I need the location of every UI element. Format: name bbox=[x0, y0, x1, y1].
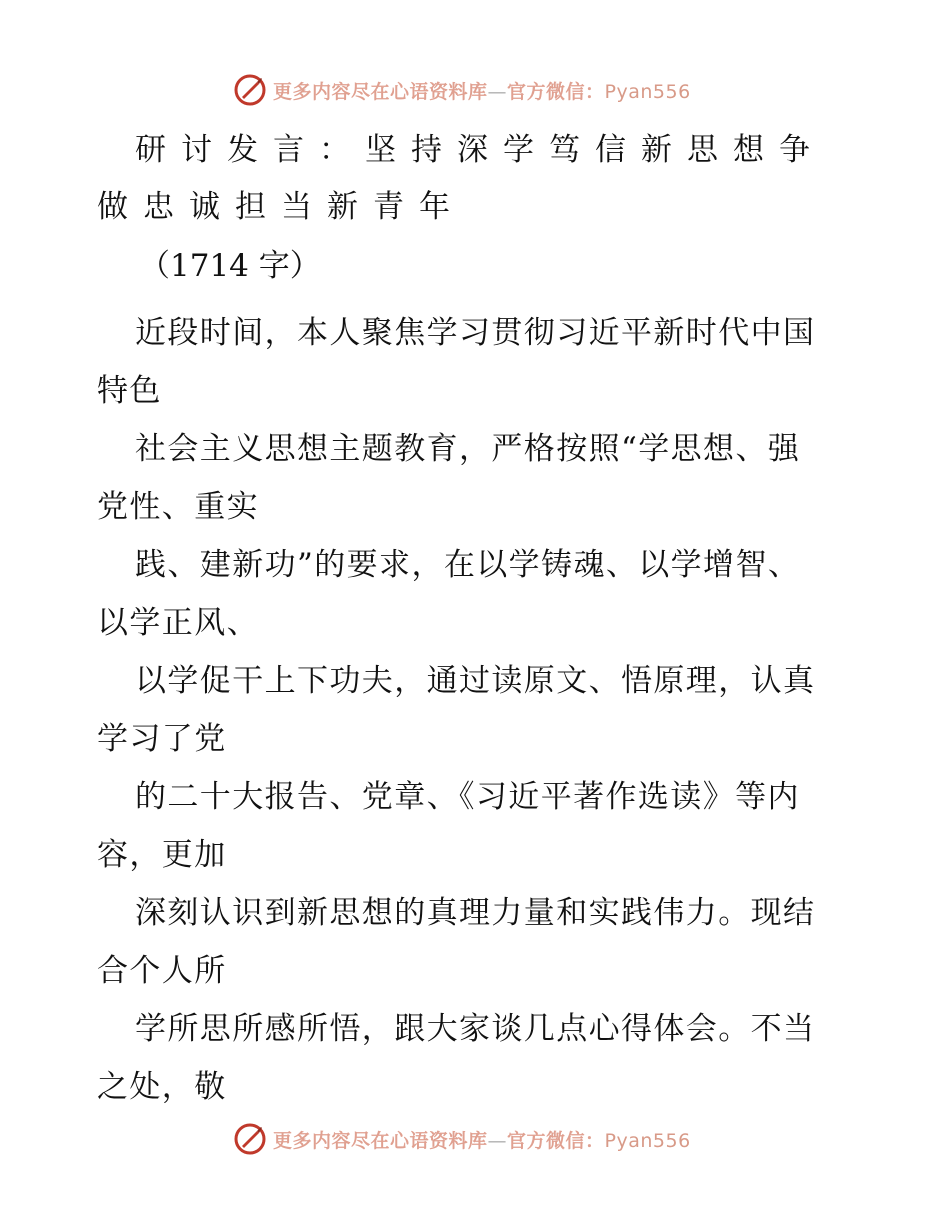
paragraph bbox=[97, 304, 857, 420]
watermark-label: 官方微信： bbox=[507, 1129, 605, 1152]
watermark-separator: — bbox=[487, 80, 508, 103]
watermark-handle: Pyan556 bbox=[604, 1129, 691, 1152]
paragraph-line: 特色 bbox=[97, 373, 162, 409]
header-watermark bbox=[233, 70, 793, 110]
paragraph bbox=[97, 1000, 857, 1116]
quill-logo-icon bbox=[233, 73, 267, 107]
paragraph-line: 学所思所感所悟，跟大家谈几点心得体会。不当 bbox=[135, 1011, 816, 1047]
paragraph bbox=[97, 768, 857, 884]
watermark-label: 官方微信： bbox=[507, 80, 605, 103]
paragraph-line: 以学促干上下功夫，通过读原文、悟原理，认真 bbox=[135, 663, 816, 699]
paragraph-line: 党性、重实 bbox=[97, 489, 259, 525]
paragraph bbox=[97, 536, 857, 652]
paragraph-line: 深刻认识到新思想的真理力量和实践伟力。现结 bbox=[135, 895, 816, 931]
paragraph-line: 以学正风、 bbox=[97, 605, 259, 641]
paragraph-line: 合个人所 bbox=[97, 953, 227, 989]
watermark-separator: — bbox=[487, 1129, 508, 1152]
document-body bbox=[97, 122, 857, 1116]
watermark-text bbox=[273, 77, 691, 104]
paragraph bbox=[97, 652, 857, 768]
paragraph-line: 学习了党 bbox=[97, 721, 227, 757]
paragraph-line: 践、建新功”的要求，在以学铸魂、以学增智、 bbox=[135, 547, 801, 583]
watermark-site: 更多内容尽在心语资料库 bbox=[273, 80, 488, 103]
paragraph bbox=[97, 420, 857, 536]
footer-watermark bbox=[233, 1119, 793, 1159]
watermark-text bbox=[273, 1126, 691, 1153]
paragraph-line: 的二十大报告、党章、《习近平著作选读》等内 bbox=[135, 779, 800, 815]
paragraph-line: 容，更加 bbox=[97, 837, 227, 873]
watermark-site: 更多内容尽在心语资料库 bbox=[273, 1129, 488, 1152]
quill-logo-icon bbox=[233, 1122, 267, 1156]
watermark-handle: Pyan556 bbox=[604, 80, 691, 103]
paragraph bbox=[97, 884, 857, 1000]
document-title: 研讨发言：坚持深学笃信新思想争做忠诚担当新青年 bbox=[97, 132, 825, 225]
paragraph-line: 社会主义思想主题教育，严格按照“学思想、强 bbox=[135, 431, 801, 467]
paragraph-line: 近段时间，本人聚焦学习贯彻习近平新时代中国 bbox=[135, 315, 816, 351]
word-count: （1714 字） bbox=[139, 248, 321, 284]
paragraph-line: 之处，敬 bbox=[97, 1069, 227, 1105]
